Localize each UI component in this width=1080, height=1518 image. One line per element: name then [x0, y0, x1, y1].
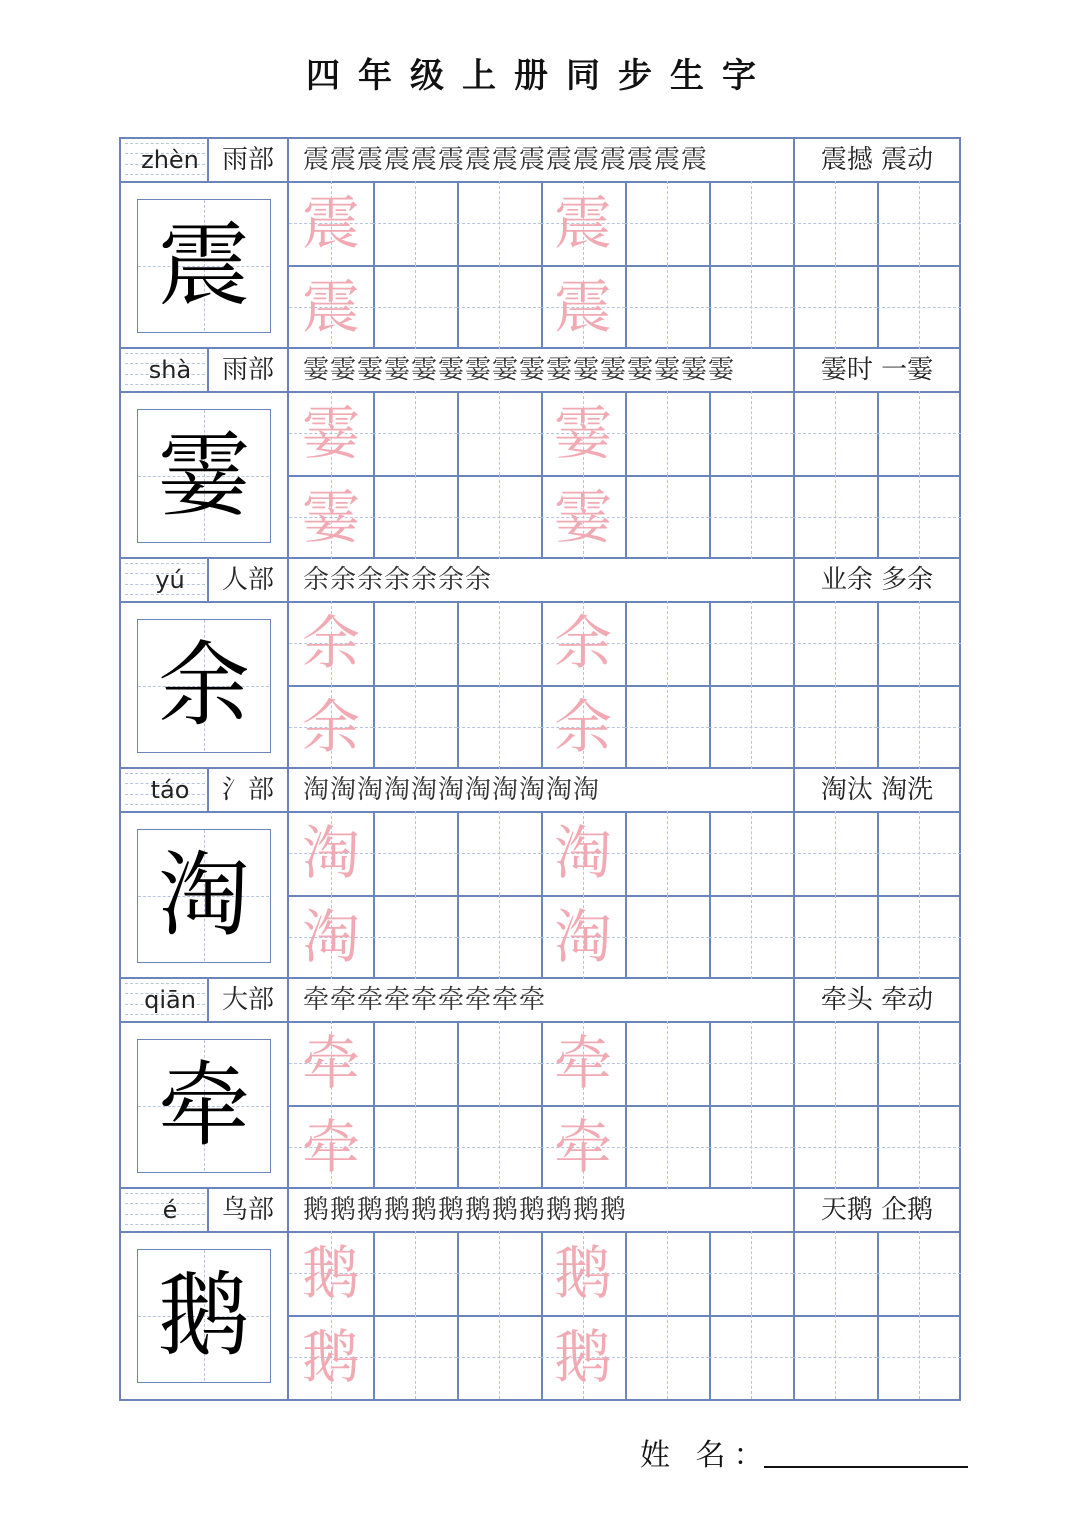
writing-cell[interactable] [877, 1231, 961, 1315]
trace-char: 牵 [553, 1113, 612, 1181]
writing-cell[interactable] [709, 685, 793, 769]
pinyin: qiān [144, 986, 196, 1014]
header-divider [793, 979, 795, 1021]
radical: 雨部 [221, 145, 274, 175]
writing-cell[interactable] [793, 1105, 877, 1189]
model-char-box [137, 199, 271, 333]
trace-char: 鹅 [301, 1239, 360, 1307]
header-divider [793, 349, 795, 391]
header-divider [207, 1189, 209, 1231]
trace-char: 震 [301, 189, 360, 257]
writing-cell[interactable] [877, 1021, 961, 1105]
char-block [121, 139, 959, 349]
writing-cell[interactable] [625, 181, 709, 265]
writing-cell[interactable] [709, 1021, 793, 1105]
writing-cell[interactable] [373, 475, 457, 559]
trace-char: 淘 [553, 903, 612, 971]
writing-cell[interactable] [625, 265, 709, 349]
trace-char: 淘 [301, 903, 360, 971]
header-divider [793, 559, 795, 601]
writing-cell[interactable] [709, 391, 793, 475]
header-divider [793, 139, 795, 181]
writing-cell[interactable] [877, 391, 961, 475]
writing-cell[interactable] [877, 1315, 961, 1399]
pinyin: yú [155, 566, 185, 594]
model-char: 牵 [157, 1052, 250, 1159]
trace-char: 震 [553, 189, 612, 257]
writing-cell[interactable] [877, 685, 961, 769]
trace-char: 余 [301, 693, 360, 761]
writing-cell[interactable] [793, 685, 877, 769]
trace-char: 霎 [301, 399, 360, 467]
header-divider [793, 1189, 795, 1231]
trace-char: 鹅 [553, 1239, 612, 1307]
radical: 人部 [221, 565, 274, 595]
char-block [121, 349, 959, 559]
example-words: 业余 多余 [820, 565, 934, 595]
writing-cell[interactable] [373, 811, 457, 895]
writing-cell[interactable] [373, 181, 457, 265]
writing-cell[interactable] [373, 1105, 457, 1189]
writing-cell[interactable] [877, 475, 961, 559]
writing-cell[interactable] [373, 1315, 457, 1399]
example-words: 淘汰 淘洗 [820, 775, 934, 805]
writing-cell[interactable] [793, 811, 877, 895]
writing-cell[interactable] [625, 601, 709, 685]
trace-char: 霎 [553, 399, 612, 467]
pinyin: zhèn [141, 146, 199, 174]
header-divider [793, 769, 795, 811]
radical: 大部 [221, 985, 274, 1015]
writing-cell[interactable] [709, 265, 793, 349]
writing-cell[interactable] [373, 1021, 457, 1105]
writing-cell[interactable] [373, 265, 457, 349]
writing-cell[interactable] [709, 601, 793, 685]
writing-cell[interactable] [625, 1105, 709, 1189]
writing-cell[interactable] [625, 1021, 709, 1105]
stroke-order: 淘淘淘淘淘淘淘淘淘淘淘 [303, 775, 601, 805]
model-char: 鹅 [157, 1262, 250, 1369]
model-char-box [137, 409, 271, 543]
writing-cell[interactable] [709, 475, 793, 559]
stroke-order: 霎霎霎霎霎霎霎霎霎霎霎霎霎霎霎霎 [303, 355, 736, 385]
model-char: 霎 [157, 422, 250, 529]
writing-cell[interactable] [793, 475, 877, 559]
writing-cell[interactable] [457, 181, 541, 265]
writing-cell[interactable] [709, 895, 793, 979]
writing-cell[interactable] [373, 601, 457, 685]
writing-cell[interactable] [457, 811, 541, 895]
writing-cell[interactable] [457, 265, 541, 349]
header-divider [207, 349, 209, 391]
trace-char: 淘 [553, 819, 612, 887]
page-title: 四年级上册同步生字 [306, 56, 774, 96]
writing-cell[interactable] [793, 265, 877, 349]
model-char-box [137, 1249, 271, 1383]
writing-cell[interactable] [457, 601, 541, 685]
example-words: 牵头 牵动 [820, 985, 934, 1015]
header-divider [207, 979, 209, 1021]
writing-cell[interactable] [793, 601, 877, 685]
writing-cell[interactable] [793, 1021, 877, 1105]
trace-char: 淘 [301, 819, 360, 887]
trace-char: 霎 [553, 483, 612, 551]
char-block [121, 979, 959, 1189]
example-words: 天鹅 企鹅 [820, 1195, 934, 1225]
writing-cell[interactable] [457, 895, 541, 979]
writing-cell[interactable] [457, 475, 541, 559]
stroke-order: 余余余余余余余 [303, 565, 493, 595]
writing-cell[interactable] [793, 181, 877, 265]
trace-char: 牵 [301, 1029, 360, 1097]
writing-cell[interactable] [457, 1105, 541, 1189]
practice-sheet [119, 137, 961, 1401]
writing-cell[interactable] [877, 895, 961, 979]
trace-char: 鹅 [301, 1323, 360, 1391]
writing-cell[interactable] [625, 685, 709, 769]
model-char-box [137, 829, 271, 963]
name-input-line[interactable] [764, 1466, 968, 1468]
header-divider [207, 139, 209, 181]
model-char-box [137, 619, 271, 753]
writing-cell[interactable] [373, 1231, 457, 1315]
writing-cell[interactable] [457, 1021, 541, 1105]
writing-cell[interactable] [709, 811, 793, 895]
header-divider [207, 559, 209, 601]
writing-cell[interactable] [709, 181, 793, 265]
stroke-order: 震震震震震震震震震震震震震震震 [303, 145, 709, 175]
header-divider [207, 769, 209, 811]
stroke-order: 牵牵牵牵牵牵牵牵牵 [303, 985, 547, 1015]
writing-cell[interactable] [877, 1105, 961, 1189]
radical: 雨部 [221, 355, 274, 385]
model-char: 震 [157, 212, 250, 319]
writing-cell[interactable] [877, 181, 961, 265]
trace-char: 震 [553, 273, 612, 341]
writing-cell[interactable] [709, 1105, 793, 1189]
writing-cell[interactable] [877, 265, 961, 349]
trace-char: 牵 [301, 1113, 360, 1181]
writing-cell[interactable] [793, 391, 877, 475]
writing-cell[interactable] [457, 1315, 541, 1399]
writing-cell[interactable] [793, 1315, 877, 1399]
trace-char: 鹅 [553, 1323, 612, 1391]
model-char: 淘 [157, 842, 250, 949]
writing-cell[interactable] [457, 1231, 541, 1315]
char-block [121, 1189, 959, 1399]
writing-cell[interactable] [625, 1231, 709, 1315]
char-block [121, 559, 959, 769]
stroke-order: 鹅鹅鹅鹅鹅鹅鹅鹅鹅鹅鹅鹅 [303, 1195, 628, 1225]
writing-cell[interactable] [709, 1315, 793, 1399]
trace-char: 余 [301, 609, 360, 677]
writing-cell[interactable] [625, 475, 709, 559]
writing-cell[interactable] [625, 811, 709, 895]
trace-char: 震 [301, 273, 360, 341]
pinyin: é [162, 1196, 178, 1224]
writing-cell[interactable] [373, 391, 457, 475]
writing-cell[interactable] [793, 895, 877, 979]
trace-char: 余 [553, 693, 612, 761]
writing-cell[interactable] [877, 811, 961, 895]
trace-char: 余 [553, 609, 612, 677]
writing-cell[interactable] [709, 1231, 793, 1315]
writing-cell[interactable] [457, 391, 541, 475]
model-char: 余 [157, 632, 250, 739]
example-words: 霎时 一霎 [820, 355, 934, 385]
writing-cell[interactable] [457, 685, 541, 769]
name-label: 姓 名： [640, 1438, 772, 1473]
writing-cell[interactable] [877, 601, 961, 685]
model-char-box [137, 1039, 271, 1173]
writing-cell[interactable] [373, 895, 457, 979]
writing-cell[interactable] [625, 1315, 709, 1399]
trace-char: 牵 [553, 1029, 612, 1097]
writing-cell[interactable] [373, 685, 457, 769]
example-words: 震撼 震动 [820, 145, 934, 175]
pinyin: shà [148, 356, 192, 384]
radical: 鸟部 [221, 1195, 274, 1225]
trace-char: 霎 [301, 483, 360, 551]
char-block [121, 769, 959, 979]
pinyin: táo [150, 776, 190, 804]
writing-cell[interactable] [625, 895, 709, 979]
radical: 氵部 [221, 775, 274, 805]
writing-cell[interactable] [625, 391, 709, 475]
writing-cell[interactable] [793, 1231, 877, 1315]
